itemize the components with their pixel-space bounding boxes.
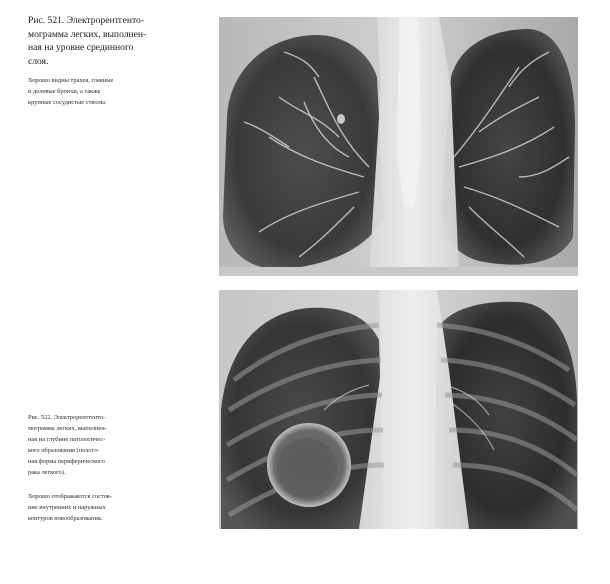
caption-line: крупные сосудистые стволы. xyxy=(28,99,107,106)
caption-line: ние внутренних и наружных xyxy=(28,504,106,511)
figure-522-caption-title xyxy=(28,412,153,478)
caption-line: кого образования (полост- xyxy=(28,447,100,454)
figure-522-caption-description xyxy=(28,491,153,524)
caption-line: ная форма периферического xyxy=(28,458,105,465)
caption-line: Хорошо видны трахея, главные xyxy=(28,77,114,84)
caption-line: мограмма легких, выполнен- xyxy=(28,28,147,40)
figure-521-xray-image xyxy=(219,17,578,276)
caption-line: и долевые бронхи, а также xyxy=(28,88,101,95)
caption-line: рака легкого). xyxy=(28,469,66,476)
caption-line: слоя. xyxy=(28,55,49,67)
caption-line: мограмма легких, выполнен- xyxy=(28,425,107,432)
trachea xyxy=(397,17,421,207)
caption-line: Рис. 521. Электрорентгенто- xyxy=(28,15,145,26)
caption-line: ная на уровне срединного xyxy=(28,42,134,53)
caption-line: Рис. 522. Электрорентгенто- xyxy=(28,414,106,421)
caption-line: Хорошо отображаются состоя- xyxy=(28,493,112,500)
figure-521-caption-title xyxy=(28,14,153,68)
left-lung-field xyxy=(223,35,384,269)
caption-line: контуров новообразования. xyxy=(28,515,103,522)
right-lung-field xyxy=(441,29,575,265)
caption-line: ная на глубине патологичес- xyxy=(28,436,106,443)
figure-521-caption-description xyxy=(28,75,153,108)
figure-522-xray-image xyxy=(219,290,578,529)
